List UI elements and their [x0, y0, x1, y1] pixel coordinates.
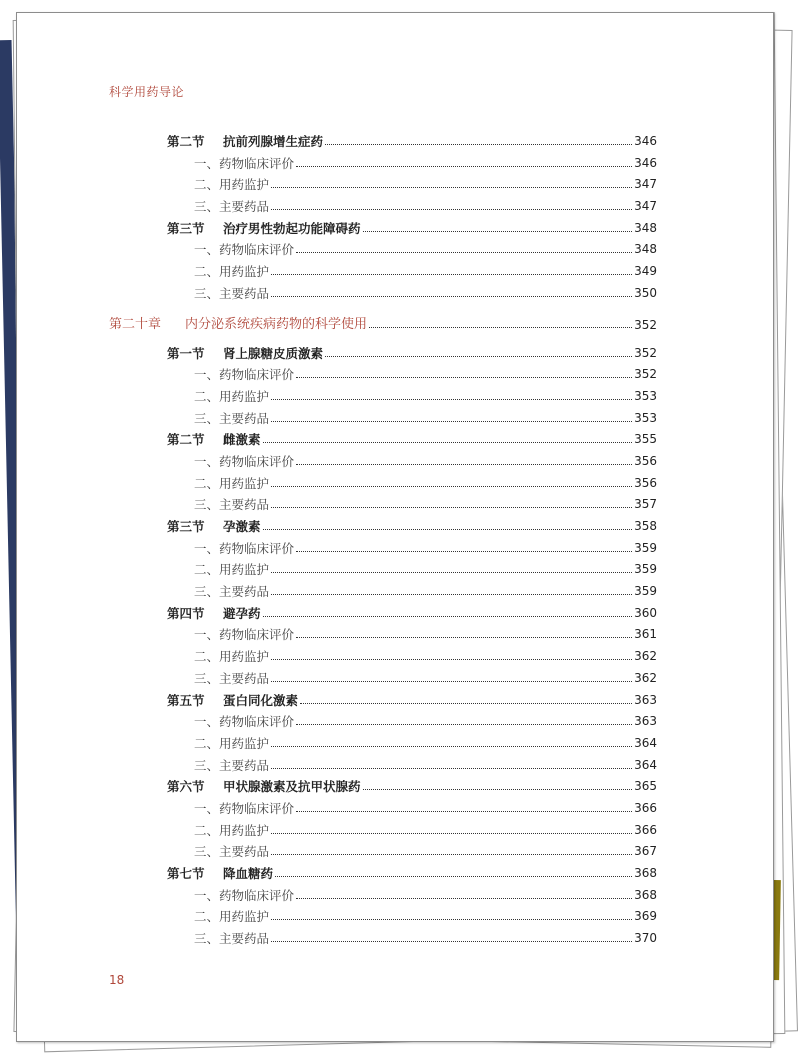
dot-leader: [271, 408, 632, 430]
toc-sub-entry: [17, 798, 773, 820]
toc-entry-page: 350: [634, 285, 657, 300]
dot-leader: [369, 309, 632, 341]
dot-leader: [271, 668, 632, 690]
toc-entry-page: 352: [634, 345, 657, 360]
dot-leader: [363, 776, 632, 798]
toc-entry-label: [194, 239, 294, 261]
dot-leader: [271, 559, 632, 581]
toc-entry-page: 362: [634, 670, 657, 685]
toc-sub-entry: [17, 538, 773, 560]
toc-entry-title: 甲状腺激素及抗甲状腺药: [223, 779, 361, 795]
toc-entry-title: 二、用药监护: [194, 822, 270, 838]
toc-sub-entry: [17, 408, 773, 430]
toc-sub-entry: [17, 841, 773, 863]
toc-entry-label: [194, 364, 294, 386]
toc-entry-title: 三、主要药品: [194, 931, 270, 947]
toc-entry-page: 360: [634, 605, 657, 620]
toc-sub-entry: [17, 283, 773, 305]
toc-entry-title: 一、药物临床评价: [194, 714, 295, 730]
dot-leader: [296, 153, 632, 175]
toc-entry-page: 347: [634, 199, 657, 214]
toc-entry-label: [194, 581, 269, 603]
toc-sub-entry: [17, 386, 773, 408]
toc-entry-title: 抗前列腺增生症药: [223, 134, 324, 149]
toc-entry-label: [167, 863, 273, 885]
toc-entry-label: [194, 928, 269, 950]
dot-leader: [271, 841, 632, 863]
dot-leader: [296, 711, 632, 733]
toc-entry-page: 355: [634, 432, 657, 447]
dot-leader: [300, 690, 632, 712]
toc-entry-title: 一、药物临床评价: [194, 367, 295, 383]
toc-entry-title: 雌激素: [223, 432, 261, 448]
toc-entry-title: 三、主要药品: [194, 584, 270, 600]
toc-entry-label: [194, 668, 269, 690]
toc-sub-entry: [17, 494, 773, 516]
toc-entry-page: 368: [634, 866, 657, 880]
toc-entry-label: [194, 473, 269, 495]
toc-entry-label: [194, 885, 294, 907]
toc-entry-title: 二、用药监护: [194, 909, 270, 925]
toc-entry-page: 359: [634, 540, 657, 555]
toc-sub-entry: [17, 174, 773, 196]
dot-leader: [325, 131, 632, 153]
toc-section-entry: [17, 603, 773, 625]
toc-entry-label: [167, 343, 323, 365]
toc-entry-label: [167, 690, 298, 712]
dot-leader: [271, 646, 632, 668]
toc-entry-number: 第四节: [167, 605, 205, 621]
dot-leader: [271, 494, 632, 516]
toc-section-entry: [17, 429, 773, 451]
dot-leader: [271, 261, 632, 283]
toc-entry-title: 二、用药监护: [194, 562, 270, 578]
toc-entry-number: 第三节: [167, 519, 205, 534]
toc-entry-label: [194, 820, 269, 842]
toc-sub-entry: [17, 820, 773, 842]
toc-entry-title: 孕激素: [223, 519, 261, 534]
toc-entry-title: 二、用药监护: [194, 475, 270, 491]
toc-entry-title: 内分泌系统疾病药物的科学使用: [185, 316, 368, 332]
toc-entry-label: [167, 218, 361, 240]
dot-leader: [325, 343, 632, 365]
toc-entry-label: [194, 733, 269, 755]
toc-entry-label: [194, 494, 269, 516]
dot-leader: [271, 906, 632, 928]
toc-entry-title: 降血糖药: [223, 866, 274, 881]
toc-sub-entry: [17, 451, 773, 473]
toc-entry-label: [194, 153, 294, 175]
toc-entry-title: 三、主要药品: [194, 757, 270, 773]
dot-leader: [363, 218, 632, 240]
toc-entry-label: [194, 261, 269, 283]
toc-entry-title: 二、用药监护: [194, 264, 270, 280]
toc-entry-label: [194, 538, 294, 560]
toc-entry-title: 三、主要药品: [194, 199, 270, 215]
toc-entry-number: 第五节: [167, 692, 205, 708]
toc-entry-page: 346: [634, 134, 657, 148]
toc-entry-page: 362: [634, 649, 657, 664]
toc-entry-number: 第二节: [167, 134, 205, 149]
dot-leader: [263, 603, 632, 625]
toc-entry-label: [194, 408, 269, 430]
toc-entry-label: [194, 174, 269, 196]
toc-entry-label: [194, 755, 269, 777]
toc-entry-title: 一、药物临床评价: [194, 453, 295, 469]
toc-entry-number: 第三节: [167, 220, 205, 236]
toc-entry-title: 二、用药监护: [194, 177, 270, 193]
dot-leader: [271, 733, 632, 755]
toc-sub-entry: [17, 581, 773, 603]
toc-section-entry: [17, 863, 773, 885]
toc-entry-page: 370: [634, 931, 657, 946]
toc-entry-title: 二、用药监护: [194, 649, 270, 665]
toc-entry-label: [194, 798, 294, 820]
toc-sub-entry: [17, 261, 773, 283]
toc-entry-page: 365: [634, 779, 657, 794]
toc-entry-title: 三、主要药品: [194, 285, 270, 301]
toc-entry-page: 366: [634, 822, 657, 837]
toc-entry-number: 第二十章: [109, 316, 162, 332]
toc-sub-entry: [17, 364, 773, 386]
dot-leader: [271, 283, 632, 305]
toc-entry-title: 避孕药: [223, 605, 261, 621]
toc-sub-entry: [17, 733, 773, 755]
toc-section-entry: [17, 516, 773, 538]
toc-entry-label: [194, 196, 269, 218]
toc-sub-entry: [17, 906, 773, 928]
toc-entry-page: 363: [634, 714, 657, 729]
toc-entry-label: [194, 624, 294, 646]
toc-sub-entry: [17, 646, 773, 668]
toc-sub-entry: [17, 668, 773, 690]
table-of-contents: [17, 131, 773, 950]
toc-entry-page: 356: [634, 475, 657, 490]
toc-entry-number: 第七节: [167, 866, 205, 881]
toc-sub-entry: [17, 153, 773, 175]
toc-chapter-entry: [17, 309, 773, 341]
toc-entry-page: 358: [634, 519, 657, 533]
toc-entry-page: 352: [634, 367, 657, 382]
dot-leader: [296, 451, 632, 473]
toc-entry-page: 353: [634, 410, 657, 425]
toc-entry-label: [194, 646, 269, 668]
toc-entry-number: 第二节: [167, 432, 205, 448]
dot-leader: [271, 174, 632, 196]
dot-leader: [271, 755, 632, 777]
dot-leader: [296, 885, 632, 907]
toc-sub-entry: [17, 239, 773, 261]
toc-entry-title: 一、药物临床评价: [194, 540, 295, 556]
toc-sub-entry: [17, 559, 773, 581]
dot-leader: [271, 386, 632, 408]
toc-entry-label: [167, 429, 261, 451]
dot-leader: [271, 196, 632, 218]
dot-leader: [296, 624, 632, 646]
dot-leader: [271, 473, 632, 495]
toc-entry-label: [194, 841, 269, 863]
toc-sub-entry: [17, 711, 773, 733]
toc-entry-title: 一、药物临床评价: [194, 242, 295, 258]
toc-entry-page: 346: [634, 155, 657, 170]
dot-leader: [263, 516, 632, 538]
toc-entry-title: 一、药物临床评价: [194, 155, 295, 171]
toc-section-entry: [17, 218, 773, 240]
toc-entry-label: [167, 516, 261, 538]
toc-entry-label: [194, 386, 269, 408]
toc-entry-title: 三、主要药品: [194, 410, 270, 426]
toc-entry-page: 353: [634, 388, 657, 403]
toc-entry-title: 三、主要药品: [194, 670, 270, 686]
dot-leader: [271, 928, 632, 950]
toc-section-entry: [17, 690, 773, 712]
toc-entry-label: [167, 131, 323, 153]
toc-entry-title: 肾上腺糖皮质激素: [223, 345, 324, 361]
toc-entry-label: [167, 776, 361, 798]
toc-sub-entry: [17, 928, 773, 950]
dot-leader: [296, 798, 632, 820]
toc-entry-page: 367: [634, 844, 657, 859]
toc-section-entry: [17, 343, 773, 365]
toc-entry-page: 356: [634, 453, 657, 468]
toc-entry-page: 364: [634, 757, 657, 772]
dot-leader: [275, 863, 632, 885]
toc-entry-title: 一、药物临床评价: [194, 800, 295, 816]
toc-entry-page: 366: [634, 800, 657, 815]
toc-entry-page: 352: [634, 317, 657, 332]
toc-entry-label: [194, 559, 269, 581]
dot-leader: [263, 429, 632, 451]
toc-section-entry: [17, 776, 773, 798]
toc-sub-entry: [17, 885, 773, 907]
toc-entry-page: 348: [634, 220, 657, 235]
toc-entry-title: 三、主要药品: [194, 497, 270, 513]
toc-entry-page: 369: [634, 909, 657, 924]
toc-entry-label: [167, 603, 261, 625]
toc-section-entry: [17, 131, 773, 153]
toc-entry-label: [194, 711, 294, 733]
dot-leader: [271, 581, 632, 603]
dot-leader: [271, 820, 632, 842]
dot-leader: [296, 364, 632, 386]
toc-entry-label: [109, 309, 367, 341]
toc-entry-label: [194, 283, 269, 305]
toc-entry-title: 二、用药监护: [194, 388, 270, 404]
running-header: 科学用药导论: [109, 85, 185, 99]
toc-entry-number: 第一节: [167, 345, 205, 361]
toc-entry-title: 三、主要药品: [194, 844, 270, 860]
book-page: [16, 12, 774, 1042]
toc-entry-title: 一、药物临床评价: [194, 627, 295, 643]
toc-entry-number: 第六节: [167, 779, 205, 795]
toc-entry-page: 357: [634, 497, 657, 512]
toc-entry-page: 363: [634, 692, 657, 707]
toc-entry-page: 347: [634, 177, 657, 192]
toc-entry-title: 蛋白同化激素: [223, 692, 299, 708]
toc-entry-title: 一、药物临床评价: [194, 887, 295, 903]
toc-entry-page: 368: [634, 887, 657, 902]
toc-entry-title: 治疗男性勃起功能障碍药: [223, 220, 361, 236]
toc-entry-label: [194, 451, 294, 473]
toc-entry-page: 359: [634, 562, 657, 577]
toc-entry-page: 361: [634, 627, 657, 642]
toc-sub-entry: [17, 473, 773, 495]
toc-entry-page: 364: [634, 735, 657, 750]
dot-leader: [296, 538, 632, 560]
toc-sub-entry: [17, 755, 773, 777]
dot-leader: [296, 239, 632, 261]
toc-sub-entry: [17, 624, 773, 646]
toc-entry-page: 348: [634, 242, 657, 257]
toc-sub-entry: [17, 196, 773, 218]
toc-entry-page: 349: [634, 264, 657, 279]
toc-entry-page: 359: [634, 584, 657, 599]
toc-entry-title: 二、用药监护: [194, 735, 270, 751]
toc-entry-label: [194, 906, 269, 928]
page-number: 18: [109, 973, 125, 987]
